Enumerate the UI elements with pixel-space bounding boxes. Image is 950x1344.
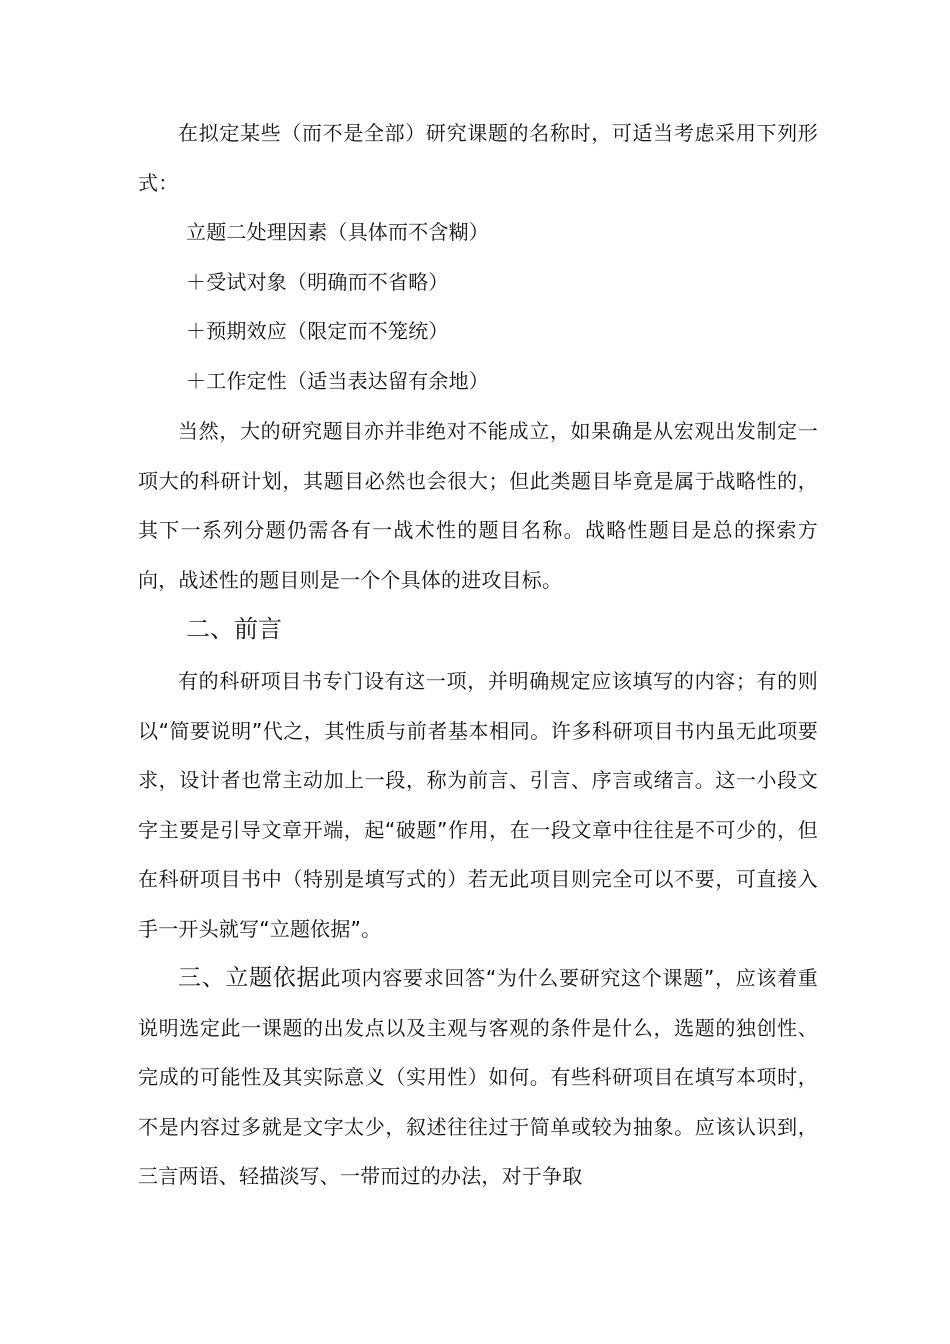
section-heading-rationale: 三、立题依据 [178,965,321,991]
formula-line-2: ＋受试对象（明确而不省略） [186,270,449,294]
formula-line-1: 立题二处理因素（具体而不含糊） [186,220,489,244]
rationale-text: 此项内容要求回答“为什么要研究这个课题”，应该着重说明选定此一课题的出发点以及主观与客观的条件是什么，选题的独创性、完成的可能性及其实际意义（实用性）如何。有些科研项目在填写本项时，不是内容过多就是文字太少，叙述往往过于简单或较为抽象。应该认识到，三言两语、轻描淡写、一带而过的办法，对于争取 [138,966,818,1188]
section-heading-preface: 二、前言 [186,615,282,643]
formula-line-3: ＋预期效应（限定而不笼统） [186,319,449,343]
preface-paragraph: 有的科研项目书专门设有这一项，并明确规定应该填写的内容；有的则以“简要说明”代之，其性质与前者基本相同。许多科研项目书内虽无此项要求，设计者也常主动加上一段，称为前言、引言、序言或绪言。这一小段文字主要是引导文章开端，起“破题”作用，在一段文章中往往是不可少的，但在科研项目书中（特别是填写式的）若无此项目则完全可以不要，可直接入手一开头就写“立题依据”。 [138,669,818,941]
rationale-paragraph [138,954,818,1202]
intro-paragraph: 在拟定某些（而不是全部）研究课题的名称时，可适当考虑采用下列形式： [138,121,818,195]
formula-line-4: ＋工作定性（适当表达留有余地） [186,369,489,393]
note-paragraph: 当然，大的研究题目亦并非绝对不能成立，如果确是从宏观出发制定一项大的科研计划，其题目必然也会很大；但此类题目毕竟是属于战略性的，其下一系列分题仍需各有一战术性的题目名称。战略性题目是总的探索方向，战述性的题目则是一个个具体的进攻目标。 [138,419,818,592]
